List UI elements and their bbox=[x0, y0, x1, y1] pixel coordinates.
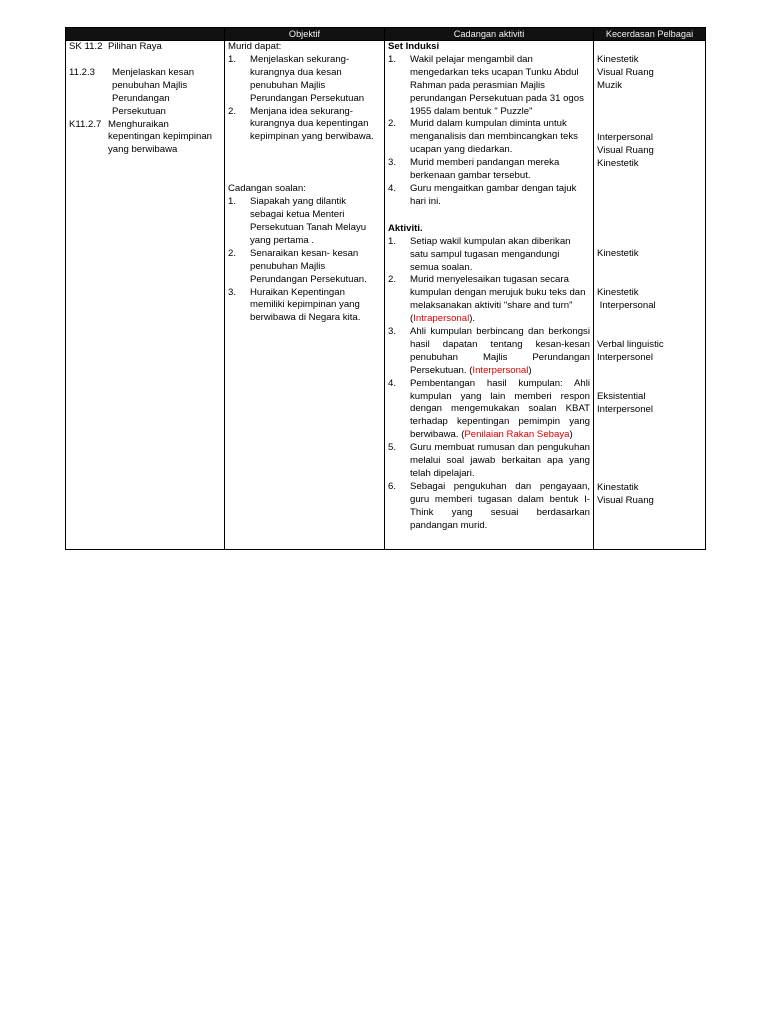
header-kecerdasan-pelbagai: Kecerdasan Pelbagai bbox=[594, 28, 706, 41]
list-item: 4. Pembentangan hasil kumpulan: Ahli kumpulan yang lain memberi respon dengan mengemukakan soalan KBAT terhadap kepentingan pemimpin yang berwibawa. (Penilaian Rakan Sebaya) bbox=[388, 377, 590, 441]
intel-group: Eksistential Interpersonel bbox=[597, 390, 653, 415]
standards-cell bbox=[66, 41, 225, 550]
list-item: 6. Sebagai pengukuhan dan pengayaan, guru memberi tugasan dalam bentuk I-Think yang sesuai berdasarkan pandangan murid. bbox=[388, 480, 590, 531]
list-item: 3. Huraikan Kepentingan memiliki kepimpinan yang berwibawa di Negara kita. bbox=[228, 286, 361, 324]
standard-code: 11.2.3 bbox=[69, 66, 95, 78]
standard-item bbox=[69, 67, 221, 119]
intel-group: Verbal linguistic Interpersonel bbox=[597, 339, 664, 364]
intel-group: Kinestetik Visual Ruang Muzik bbox=[597, 54, 654, 91]
questions-title: Cadangan soalan: bbox=[228, 183, 306, 195]
standard-item bbox=[69, 41, 221, 54]
header-empty bbox=[66, 28, 225, 41]
intel-group: Interpersonal Visual Ruang Kinestetik bbox=[597, 131, 654, 169]
standard-text: Menghuraikan kepentingan kepimpinan yang berwibawa bbox=[108, 118, 213, 156]
standard-code: K11.2.7 bbox=[69, 118, 102, 130]
header-objektif: Objektif bbox=[225, 28, 385, 41]
intel-group: Kinestatik Visual Ruang bbox=[597, 481, 654, 506]
objectives-list bbox=[228, 54, 381, 144]
activities-cell bbox=[385, 41, 594, 550]
list-item: 1. Siapakah yang dilantik sebagai ketua Menteri Persekutuan Tanah Melayu yang pertama . bbox=[228, 196, 367, 246]
induksi-list bbox=[388, 54, 590, 209]
objectives-cell bbox=[225, 41, 385, 550]
content-row bbox=[66, 41, 706, 550]
list-item: 2. Murid menyelesaikan tugasan secara kumpulan dengan merujuk buku teks dan melaksanakan aktiviti "share and turn" (Intrapersonal). bbox=[388, 274, 586, 325]
list-item: 2. Murid dalam kumpulan diminta untuk menganalisis dan membincangkan teks ucapan yang diedarkan. bbox=[388, 118, 578, 156]
standard-item bbox=[69, 119, 221, 158]
aktiviti-list bbox=[388, 236, 590, 533]
list-item: 1. Menjelaskan sekurang-kurangnya dua kesan penubuhan Majlis Perundangan Persekutuan bbox=[228, 53, 365, 104]
intrapersonal-tag: Intrapersonal bbox=[413, 313, 470, 325]
list-item: 3. Ahli kumpulan berbincang dan berkongsi hasil dapatan tentang kesan-kesan penubuhan Majlis Perundangan Persekutuan. (Interpersonal) bbox=[388, 326, 590, 376]
list-item: 3. Murid memberi pandangan mereka berkenaan gambar tersebut. bbox=[388, 157, 560, 182]
penilaian-rakan-sebaya-tag: Penilaian Rakan Sebaya bbox=[464, 429, 570, 441]
standard-code: SK 11.2 bbox=[69, 41, 103, 52]
intel-group: Kinestetik bbox=[597, 248, 639, 260]
aktiviti-title: Aktiviti. bbox=[388, 222, 423, 234]
standard-text: Pilihan Raya bbox=[108, 41, 162, 52]
intel-group: Kinestetik Interpersonal bbox=[597, 287, 656, 312]
intelligences-cell bbox=[594, 41, 706, 550]
standard-text: Menjelaskan kesan penubuhan Majlis Perundangan Persekutuan bbox=[112, 66, 195, 117]
questions-list bbox=[228, 196, 381, 325]
list-item: 4. Guru mengaitkan gambar dengan tajuk hari ini. bbox=[388, 182, 577, 207]
list-item: 1. Setiap wakil kumpulan akan diberikan satu sampul tugasan mengandungi semua soalan. bbox=[388, 235, 571, 273]
set-induksi-title: Set Induksi bbox=[388, 41, 440, 52]
list-item: 2. Senaraikan kesan- kesan penubuhan Majlis Perundangan Persekutuan. bbox=[228, 247, 367, 285]
interpersonal-tag: Interpersonal bbox=[472, 364, 529, 376]
header-cadangan-aktiviti: Cadangan aktiviti bbox=[385, 28, 594, 41]
objectives-intro: Murid dapat: bbox=[228, 41, 282, 52]
lesson-plan-table bbox=[65, 27, 706, 550]
list-item: 5. Guru membuat rumusan dan pengukuhan melalui soal jawab berkaitan apa yang telah dipelajari. bbox=[388, 442, 590, 479]
header-row bbox=[66, 28, 706, 41]
list-item: 2. Menjana idea sekurang-kurangnya dua kepentingan kepimpinan yang berwibawa. bbox=[228, 105, 374, 143]
list-item: 1. Wakil pelajar mengambil dan mengedarkan teks ucapan Tunku Abdul Rahman pada perasmian Majlis perundangan Persekutuan pada 31 ogos 1955 dalam bentuk " Puzzle" bbox=[388, 53, 584, 117]
